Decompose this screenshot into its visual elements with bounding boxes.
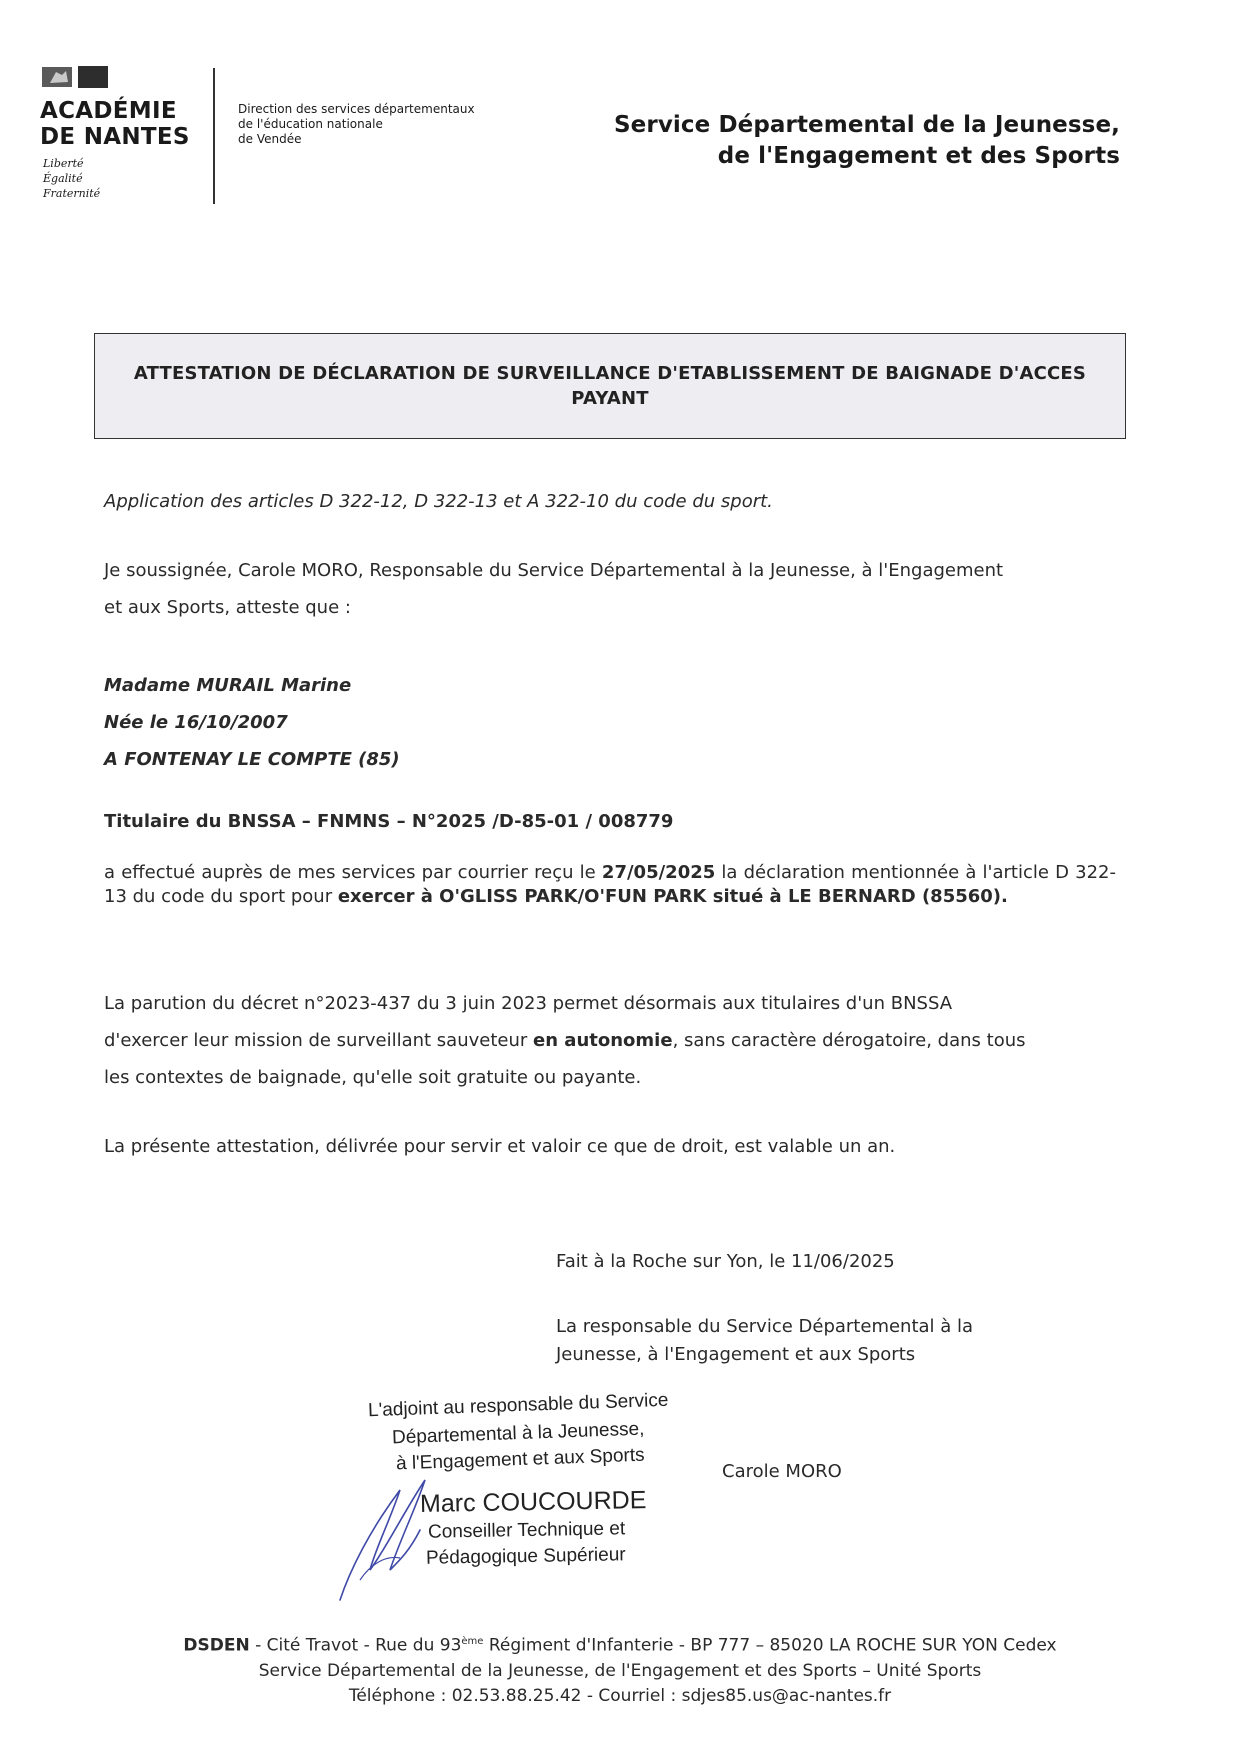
diploma-number: Titulaire du BNSSA – FNMNS – N°2025 /D-85-01 / 008779: [104, 811, 674, 832]
footer-address: DSDEN - Cité Travot - Rue du 93ème Régiment d'Infanterie - BP 777 – 85020 LA ROCHE SUR YON Cedex Service Départemental de la Jeunesse, de l'Engagement et des Sports – Unité Sports Téléphone : 02.53.88.25.42 - Courriel : sdjes85.us@ac-nantes.fr: [0, 1629, 1240, 1709]
soussignee-paragraph: Je soussignée, Carole MORO, Responsable du Service Départemental à la Jeunesse, à l'Engagement et aux Sports, atteste que :: [104, 560, 1004, 618]
signatory-name: Carole MORO: [722, 1461, 842, 1482]
person-birth-place: A FONTENAY LE COMPTE (85): [104, 749, 400, 770]
person-birth-date: Née le 16/10/2007: [104, 712, 288, 733]
dsden-address: Direction des services départementaux de l'éducation nationale de Vendée: [238, 102, 475, 146]
service-title: Service Départemental de la Jeunesse, de l'Engagement et des Sports: [614, 112, 1120, 169]
declaration-paragraph: a effectué auprès de mes services par courrier reçu le 27/05/2025 la déclaration mentionnée à l'article D 322-13 du code du sport pour exercer à O'GLISS PARK/O'FUN PARK situé à LE BERNARD (85560).: [104, 862, 1116, 907]
place-and-date: Fait à la Roche sur Yon, le 11/06/2025: [556, 1251, 895, 1272]
validity-paragraph: La présente attestation, délivrée pour servir et valoir ce que de droit, est valable un an.: [104, 1136, 896, 1157]
person-name: Madame MURAIL Marine: [104, 675, 352, 696]
decret-paragraph: La parution du décret n°2023-437 du 3 juin 2023 permet désormais aux titulaires d'un BNSSA d'exercer leur mission de surveillant sauveteur en autonomie, sans caractère dérogatoire, dans tous les contextes de baignade, qu'elle soit gratuite ou payante.: [104, 993, 1026, 1088]
document-title-box: [94, 333, 1126, 439]
document-title: ATTESTATION DE DÉCLARATION DE SURVEILLANCE D'ETABLISSEMENT DE BAIGNADE D'ACCES PAYANT: [133, 363, 1087, 409]
application-articles: Application des articles D 322-12, D 322-13 et A 322-10 du code du sport.: [104, 491, 773, 512]
handwritten-signature-icon: [330, 1470, 450, 1610]
marianne-emblem-icon: [42, 66, 108, 88]
declaration-date: 27/05/2025: [601, 862, 716, 883]
academie-name: ACADÉMIE DE NANTES: [40, 98, 190, 150]
footer-contact: Téléphone : 02.53.88.25.42 - Courriel : sdjes85.us@ac-nantes.fr: [348, 1685, 892, 1706]
responsable-title: La responsable du Service Départemental à la Jeunesse, à l'Engagement et aux Sports: [556, 1316, 974, 1365]
declaration-location: exercer à O'GLISS PARK/O'FUN PARK situé à LE BERNARD (85560).: [337, 886, 1008, 907]
republic-motto: Liberté Égalité Fraternité: [43, 157, 101, 200]
header-divider: [213, 68, 215, 204]
footer-service: Service Départemental de la Jeunesse, de l'Engagement et des Sports – Unité Sports: [258, 1660, 982, 1681]
person-identity: [104, 667, 1116, 778]
